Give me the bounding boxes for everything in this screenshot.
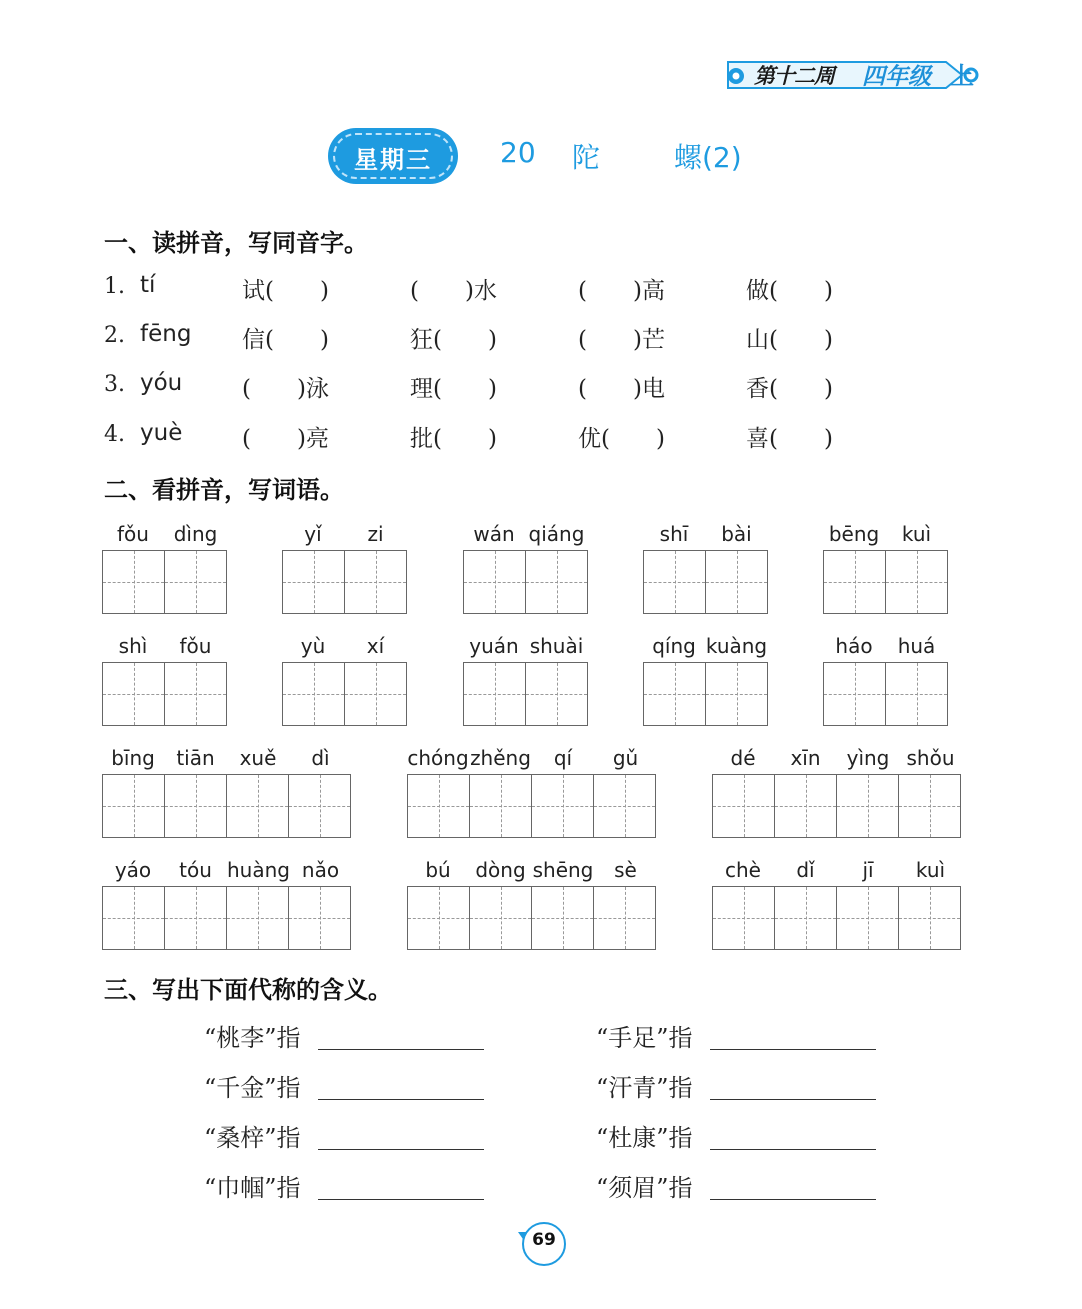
pinyin-syllable: zi (367, 522, 384, 546)
writing-cell[interactable] (289, 775, 351, 837)
pinyin-syllable: yáo (114, 858, 152, 882)
row-number: 1. (104, 274, 125, 299)
section2-heading: 二、看拼音，写词语。 (104, 476, 344, 504)
pinyin-syllable: huá (897, 634, 936, 658)
pinyin-syllable: kuì (915, 858, 946, 882)
writing-cell[interactable] (837, 887, 899, 949)
section1-heading: 一、读拼音，写同音字。 (104, 229, 368, 257)
fill-blank-item[interactable]: 信( ) (242, 327, 329, 353)
fill-blank-item[interactable]: 做( ) (746, 278, 833, 304)
writing-cell[interactable] (706, 663, 768, 725)
writing-cell[interactable] (165, 663, 227, 725)
pinyin-syllable: yìng (846, 746, 890, 770)
writing-cell[interactable] (103, 887, 165, 949)
term-label: 上 (950, 62, 974, 90)
writing-cell[interactable] (408, 887, 470, 949)
writing-cell[interactable] (775, 887, 837, 949)
pinyin-syllable: qíng (652, 634, 696, 658)
pinyin-syllable: wán (473, 522, 515, 546)
writing-cell[interactable] (899, 775, 961, 837)
row-number: 2. (104, 323, 125, 348)
writing-cell[interactable] (165, 775, 227, 837)
writing-cell[interactable] (899, 887, 961, 949)
writing-cell[interactable] (837, 775, 899, 837)
pinyin-syllable: fǒu (179, 634, 212, 658)
fill-blank-item[interactable]: ( )泳 (242, 376, 329, 402)
fill-blank-item[interactable]: 理( ) (410, 376, 497, 402)
writing-cell[interactable] (283, 551, 345, 613)
lesson-number: 20 (500, 136, 536, 169)
writing-cell[interactable] (165, 551, 227, 613)
term-label: “巾帼”指 (204, 1174, 301, 1202)
writing-cell[interactable] (526, 663, 588, 725)
writing-cell[interactable] (713, 887, 775, 949)
writing-cell[interactable] (227, 775, 289, 837)
pinyin-syllable: qí (553, 746, 573, 770)
pinyin-syllable: dì (311, 746, 330, 770)
pinyin-syllable: bīng (111, 746, 155, 770)
fill-blank-item[interactable]: 喜( ) (746, 426, 833, 452)
writing-cell[interactable] (283, 663, 345, 725)
page-number-badge (518, 1222, 564, 1264)
writing-cell[interactable] (289, 887, 351, 949)
term-label: “汗青”指 (596, 1074, 693, 1102)
writing-cell[interactable] (165, 887, 227, 949)
answer-line[interactable] (710, 1199, 876, 1200)
writing-cell[interactable] (713, 775, 775, 837)
answer-line[interactable] (318, 1049, 484, 1050)
writing-cell[interactable] (470, 775, 532, 837)
term-label: “千金”指 (204, 1074, 301, 1102)
term-label: “桑梓”指 (204, 1124, 301, 1152)
fill-blank-item[interactable]: 山( ) (746, 327, 833, 353)
writing-cell[interactable] (227, 887, 289, 949)
pinyin-syllable: fǒu (117, 522, 149, 546)
pinyin-syllable: dǐ (796, 858, 815, 882)
pinyin-syllable: xīn (790, 746, 821, 770)
day-label: 星期三 (354, 146, 432, 174)
pinyin-syllable: yǐ (304, 522, 322, 546)
answer-line[interactable] (710, 1049, 876, 1050)
pinyin-syllable: xuě (239, 746, 277, 770)
lesson-title-a: 陀 (572, 141, 601, 174)
pinyin-syllable: dé (730, 746, 756, 770)
fill-blank-item[interactable]: ( )电 (578, 376, 665, 402)
answer-line[interactable] (318, 1149, 484, 1150)
lesson-title-b: 螺(2) (674, 141, 742, 174)
pinyin-syllable: bú (425, 858, 451, 882)
pinyin-syllable: yuán (469, 634, 519, 658)
section3-heading: 三、写出下面代称的含义。 (104, 976, 392, 1004)
pinyin-syllable: sè (614, 858, 637, 882)
pinyin-syllable: jī (862, 858, 874, 882)
term-label: “手足”指 (596, 1024, 693, 1052)
writing-cell[interactable] (886, 551, 948, 613)
writing-cell[interactable] (408, 775, 470, 837)
writing-cell[interactable] (470, 887, 532, 949)
writing-cell[interactable] (464, 663, 526, 725)
fill-blank-item[interactable]: ( )芒 (578, 327, 665, 353)
writing-cell[interactable] (644, 551, 706, 613)
answer-line[interactable] (710, 1149, 876, 1150)
row-pinyin: yóu (140, 370, 183, 396)
writing-cell[interactable] (103, 775, 165, 837)
fill-blank-item[interactable]: ( )水 (410, 278, 497, 304)
term-label: “须眉”指 (596, 1174, 693, 1202)
pinyin-syllable: chè (725, 858, 761, 882)
writing-cell[interactable] (594, 887, 656, 949)
pinyin-syllable: kuàng (705, 634, 768, 658)
writing-cell[interactable] (103, 663, 165, 725)
term-label: “杜康”指 (596, 1124, 693, 1152)
day-pill (328, 128, 458, 184)
pinyin-syllable: shēng (532, 858, 594, 882)
fill-blank-item[interactable]: ( )高 (578, 278, 665, 304)
pinyin-syllable: kuì (901, 522, 932, 546)
pinyin-syllable: bài (721, 522, 752, 546)
writing-cell[interactable] (594, 775, 656, 837)
pinyin-syllable: zhěng (470, 746, 531, 770)
writing-cell[interactable] (464, 551, 526, 613)
week-label: 第十二周 (754, 64, 834, 88)
pinyin-syllable: dìng (173, 522, 218, 546)
writing-cell[interactable] (824, 663, 886, 725)
pinyin-syllable: tóu (179, 858, 212, 882)
fill-blank-item[interactable]: ( )亮 (242, 426, 329, 452)
fill-blank-item[interactable]: 试( ) (242, 278, 329, 304)
pinyin-syllable: shī (659, 522, 689, 546)
answer-line[interactable] (318, 1099, 484, 1100)
week-badge (722, 56, 984, 94)
writing-cell[interactable] (532, 887, 594, 949)
row-pinyin: tí (140, 272, 156, 298)
writing-cell[interactable] (706, 551, 768, 613)
pinyin-syllable: yù (300, 634, 326, 658)
page-number: 69 (532, 1230, 556, 1250)
fill-blank-item[interactable]: 香( ) (746, 376, 833, 402)
row-pinyin: fēng (140, 321, 192, 347)
writing-cell[interactable] (886, 663, 948, 725)
writing-cell[interactable] (775, 775, 837, 837)
row-number: 3. (104, 372, 125, 397)
writing-cell[interactable] (532, 775, 594, 837)
row-pinyin: yuè (140, 420, 183, 446)
term-label: “桃李”指 (204, 1024, 301, 1052)
pinyin-syllable: nǎo (301, 858, 340, 882)
writing-cell[interactable] (526, 551, 588, 613)
answer-line[interactable] (318, 1199, 484, 1200)
fill-blank-item[interactable]: 批( ) (410, 426, 497, 452)
row-number: 4. (104, 422, 125, 447)
pinyin-syllable: chóng (407, 746, 469, 770)
writing-cell[interactable] (345, 551, 407, 613)
writing-cell[interactable] (103, 551, 165, 613)
pinyin-syllable: gǔ (612, 746, 639, 770)
pinyin-syllable: qiáng (528, 522, 585, 546)
pinyin-syllable: shì (118, 634, 148, 658)
writing-cell[interactable] (824, 551, 886, 613)
pinyin-syllable: xí (366, 634, 385, 658)
fill-blank-item[interactable]: 优( ) (578, 426, 665, 452)
pinyin-syllable: háo (835, 634, 873, 658)
pinyin-syllable: tiān (176, 746, 215, 770)
fill-blank-item[interactable]: 狂( ) (410, 327, 497, 353)
pinyin-syllable: bēng (828, 522, 880, 546)
grade-label: 四年级 (862, 64, 931, 90)
answer-line[interactable] (710, 1099, 876, 1100)
pinyin-syllable: dòng (475, 858, 526, 882)
writing-cell[interactable] (345, 663, 407, 725)
pinyin-syllable: huàng (227, 858, 290, 882)
pinyin-syllable: shǒu (906, 746, 955, 770)
writing-cell[interactable] (644, 663, 706, 725)
pinyin-syllable: shuài (529, 634, 584, 658)
